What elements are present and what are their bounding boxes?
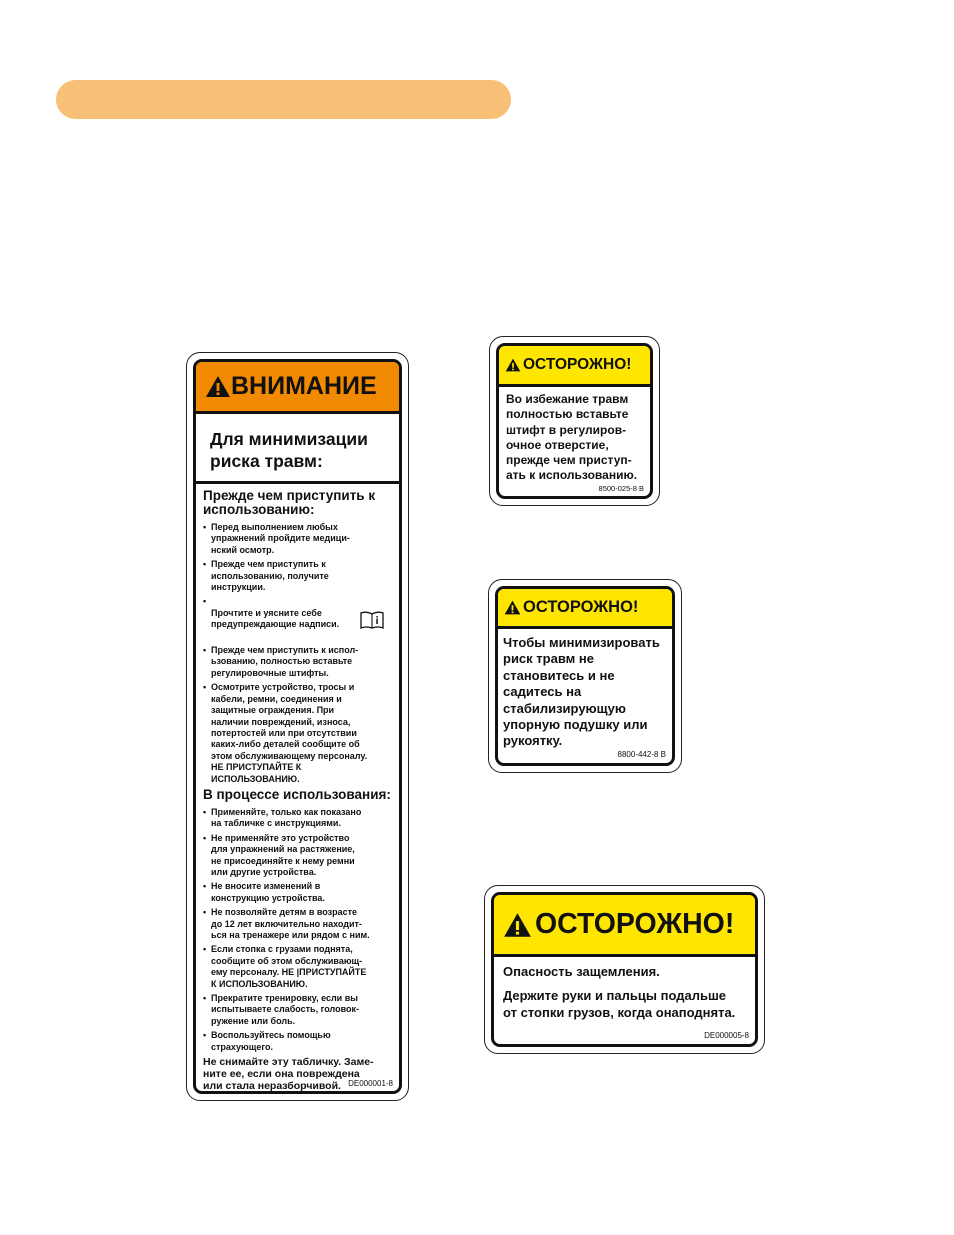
list-item: • Если стопка с грузами поднята, сообщите об этом обслуживающ- ему персоналу. НЕ |ПРИСТУПАЙТЕ К ИСПОЛЬЗОВАНИЮ.: [203, 944, 393, 990]
attention-subtitle: Для минимизации риска травм:: [196, 414, 399, 484]
caution-text: Во избежание травм полностью вставьте штифт в регулиров- очное отверстие, прежде чем приступ- ать к использованию.: [506, 392, 638, 483]
label-code: DE000001-8: [348, 1079, 393, 1088]
caution-pinch-frame: [491, 892, 758, 1047]
section-header-bar: [56, 80, 511, 119]
pinch-instruction-text: Держите руки и пальцы подальше от стопки грузов, когда онаподнята.: [503, 988, 736, 1020]
attention-body: [196, 484, 399, 1092]
list-item: • Прежде чем приступить к испол- ьзованию, полностью вставьте регулировочные штифты.: [203, 645, 393, 679]
caution-title: ОСТОРОЖНО!: [535, 908, 735, 940]
list-item: • Прежде чем приступить к использованию, получите инструкции.: [203, 559, 393, 593]
attention-banner: [196, 362, 399, 414]
caution-banner: [494, 895, 755, 957]
list-item: • Перед выполнением любых упражнений пройдите медици- нский осмотр.: [203, 522, 393, 556]
attention-footer: Не снимайте эту табличку. Заме- ните ее, если она повреждена или стала неразборчивой.: [203, 1056, 374, 1093]
caution-pad-frame: [495, 586, 675, 766]
list-item: • Не позволяйте детям в возрасте до 12 лет включительно находит- ься на тренажере или рядом с ним.: [203, 907, 393, 941]
attention-label-frame: [193, 359, 402, 1094]
attention-title: ВНИМАНИЕ: [231, 372, 377, 400]
caution-pad-label: [488, 579, 682, 773]
caution-pin-frame: [496, 343, 653, 499]
info-book-icon: [360, 599, 384, 617]
list-item: • Воспользуйтесь помощью страхующего.: [203, 1030, 393, 1053]
list-item: • Не вносите изменений в конструкцию устройства.: [203, 881, 393, 904]
during-list: [203, 807, 393, 1053]
caution-banner: [499, 346, 650, 387]
caution-title: ОСТОРОЖНО!: [523, 356, 632, 373]
warning-triangle-icon: [504, 600, 521, 615]
list-item: • Применяйте, только как показано на табличке с инструкциями.: [203, 807, 393, 830]
before-list: [203, 522, 393, 785]
label-code: 8800-442-8 B: [617, 750, 666, 759]
pinch-hazard-text: Опасность защемления.: [503, 964, 660, 979]
list-item: • Не применяйте это устройство для упражнений на растяжение, не присоединяйте к нему ремни или другие устройства.: [203, 833, 393, 879]
list-item: • Осмотрите устройство, тросы и кабели, ремни, соединения и защитные ограждения. При наличии повреждений, износа, потертостей или при отсутствии каких-либо деталей сообщите об этом обслуживающему персоналу. НЕ ПРИСТУПАЙТЕ К ИСПОЛЬЗОВАНИЮ.: [203, 682, 393, 785]
label-code: 8500-025-8 B: [598, 484, 644, 493]
caution-text: Чтобы минимизировать риск травм не становитесь и не садитесь на стабилизирующую упорную подушку или рукоятку.: [503, 635, 660, 749]
attention-label: [186, 352, 409, 1101]
section-during-heading: В процессе использования:: [203, 786, 391, 802]
caution-pin-label: [489, 336, 660, 506]
list-item-text: Прочтите и уясните себе предупреждающие надписи.: [211, 607, 340, 630]
warning-triangle-icon: [205, 375, 231, 398]
label-code: DE000005-8: [704, 1031, 749, 1040]
caution-banner: [498, 589, 672, 629]
caution-title: ОСТОРОЖНО!: [523, 598, 639, 616]
list-item: • Прекратите тренировку, если вы испытываете слабость, головок- ружение или боль.: [203, 993, 393, 1027]
warning-triangle-icon: [503, 912, 532, 938]
list-item: [203, 596, 393, 642]
caution-pinch-label: [484, 885, 765, 1054]
warning-triangle-icon: [505, 358, 521, 372]
section-before-heading: Прежде чем приступить к использованию:: [203, 488, 376, 517]
